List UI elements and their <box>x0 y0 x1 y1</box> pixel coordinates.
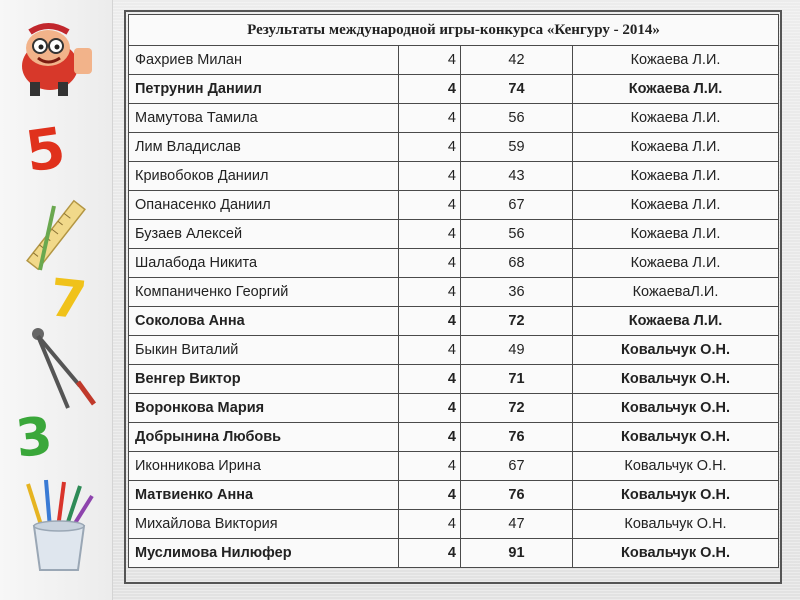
teacher-cell: Кожаева Л.И. <box>573 46 779 75</box>
digit-five-text: 5 <box>21 115 70 186</box>
table-row <box>129 510 779 539</box>
score-cell: 36 <box>461 278 573 307</box>
score-cell: 67 <box>461 452 573 481</box>
score-cell: 71 <box>461 365 573 394</box>
grade-cell: 4 <box>399 75 461 104</box>
teacher-cell: Ковальчук О.Н. <box>573 481 779 510</box>
grade-cell: 4 <box>399 278 461 307</box>
score-cell: 76 <box>461 423 573 452</box>
table-row <box>129 452 779 481</box>
teacher-cell: Ковальчук О.Н. <box>573 423 779 452</box>
grade-cell: 4 <box>399 191 461 220</box>
table-row <box>129 278 779 307</box>
table-row <box>129 539 779 568</box>
student-name-cell: Соколова Анна <box>129 307 399 336</box>
table-row <box>129 481 779 510</box>
score-cell: 49 <box>461 336 573 365</box>
student-name-cell: Бузаев Алексей <box>129 220 399 249</box>
results-table-body <box>129 15 779 568</box>
table-row <box>129 249 779 278</box>
table-row <box>129 104 779 133</box>
digit-three-text: 3 <box>12 406 56 470</box>
teacher-cell: Ковальчук О.Н. <box>573 510 779 539</box>
score-cell: 91 <box>461 539 573 568</box>
teacher-cell: Кожаева Л.И. <box>573 75 779 104</box>
teacher-cell: Кожаева Л.И. <box>573 191 779 220</box>
grade-cell: 4 <box>399 336 461 365</box>
table-row <box>129 220 779 249</box>
score-cell: 43 <box>461 162 573 191</box>
table-title: Результаты международной игры-конкурса «Кенгуру - 2014» <box>129 15 779 46</box>
table-row <box>129 75 779 104</box>
student-name-cell: Воронкова Мария <box>129 394 399 423</box>
score-cell: 72 <box>461 307 573 336</box>
table-row <box>129 394 779 423</box>
table-row <box>129 133 779 162</box>
grade-cell: 4 <box>399 423 461 452</box>
student-name-cell: Венгер Виктор <box>129 365 399 394</box>
score-cell: 56 <box>461 220 573 249</box>
compass-icon <box>20 326 104 416</box>
digit-seven-text: 7 <box>46 268 90 332</box>
table-row <box>129 46 779 75</box>
teacher-cell: Ковальчук О.Н. <box>573 394 779 423</box>
score-cell: 68 <box>461 249 573 278</box>
digit-three-decoration <box>13 406 55 469</box>
grade-cell: 4 <box>399 539 461 568</box>
table-row <box>129 307 779 336</box>
teacher-cell: Кожаева Л.И. <box>573 133 779 162</box>
table-row <box>129 365 779 394</box>
student-name-cell: Михайлова Виктория <box>129 510 399 539</box>
student-name-cell: Фахриев Милан <box>129 46 399 75</box>
student-name-cell: Компаниченко Георгий <box>129 278 399 307</box>
student-name-cell: Быкин Виталий <box>129 336 399 365</box>
score-cell: 47 <box>461 510 573 539</box>
score-cell: 67 <box>461 191 573 220</box>
student-name-cell: Мамутова Тамила <box>129 104 399 133</box>
table-row <box>129 336 779 365</box>
table-row <box>129 191 779 220</box>
teacher-cell: Ковальчук О.Н. <box>573 539 779 568</box>
student-name-cell: Кривобоков Даниил <box>129 162 399 191</box>
grade-cell: 4 <box>399 365 461 394</box>
table-row <box>129 162 779 191</box>
grade-cell: 4 <box>399 46 461 75</box>
student-name-cell: Муслимова Нилюфер <box>129 539 399 568</box>
student-name-cell: Шалабода Никита <box>129 249 399 278</box>
score-cell: 76 <box>461 481 573 510</box>
results-table <box>128 14 779 568</box>
student-name-cell: Опанасенко Даниил <box>129 191 399 220</box>
pencil-cup-icon <box>20 478 98 574</box>
table-row <box>129 423 779 452</box>
digit-five-decoration <box>22 116 70 186</box>
grade-cell: 4 <box>399 394 461 423</box>
teacher-cell: Кожаева Л.И. <box>573 249 779 278</box>
decorative-sidebar <box>0 0 113 600</box>
student-name-cell: Добрынина Любовь <box>129 423 399 452</box>
teacher-cell: Ковальчук О.Н. <box>573 365 779 394</box>
grade-cell: 4 <box>399 133 461 162</box>
digit-seven-decoration <box>47 268 89 331</box>
teacher-cell: Кожаева Л.И. <box>573 220 779 249</box>
teacher-cell: Кожаева Л.И. <box>573 162 779 191</box>
score-cell: 74 <box>461 75 573 104</box>
grade-cell: 4 <box>399 220 461 249</box>
score-cell: 72 <box>461 394 573 423</box>
grade-cell: 4 <box>399 307 461 336</box>
teacher-cell: Кожаева Л.И. <box>573 104 779 133</box>
student-name-cell: Иконникова Ирина <box>129 452 399 481</box>
table-title-row <box>129 15 779 46</box>
teacher-cell: КожаеваЛ.И. <box>573 278 779 307</box>
teacher-cell: Ковальчук О.Н. <box>573 336 779 365</box>
cartoon-character-icon <box>10 18 102 98</box>
grade-cell: 4 <box>399 510 461 539</box>
grade-cell: 4 <box>399 162 461 191</box>
grade-cell: 4 <box>399 452 461 481</box>
score-cell: 59 <box>461 133 573 162</box>
grade-cell: 4 <box>399 481 461 510</box>
student-name-cell: Лим Владислав <box>129 133 399 162</box>
score-cell: 42 <box>461 46 573 75</box>
ruler-pencil-icon <box>14 192 98 278</box>
student-name-cell: Матвиенко Анна <box>129 481 399 510</box>
teacher-cell: Кожаева Л.И. <box>573 307 779 336</box>
teacher-cell: Ковальчук О.Н. <box>573 452 779 481</box>
grade-cell: 4 <box>399 249 461 278</box>
student-name-cell: Петрунин Даниил <box>129 75 399 104</box>
grade-cell: 4 <box>399 104 461 133</box>
score-cell: 56 <box>461 104 573 133</box>
